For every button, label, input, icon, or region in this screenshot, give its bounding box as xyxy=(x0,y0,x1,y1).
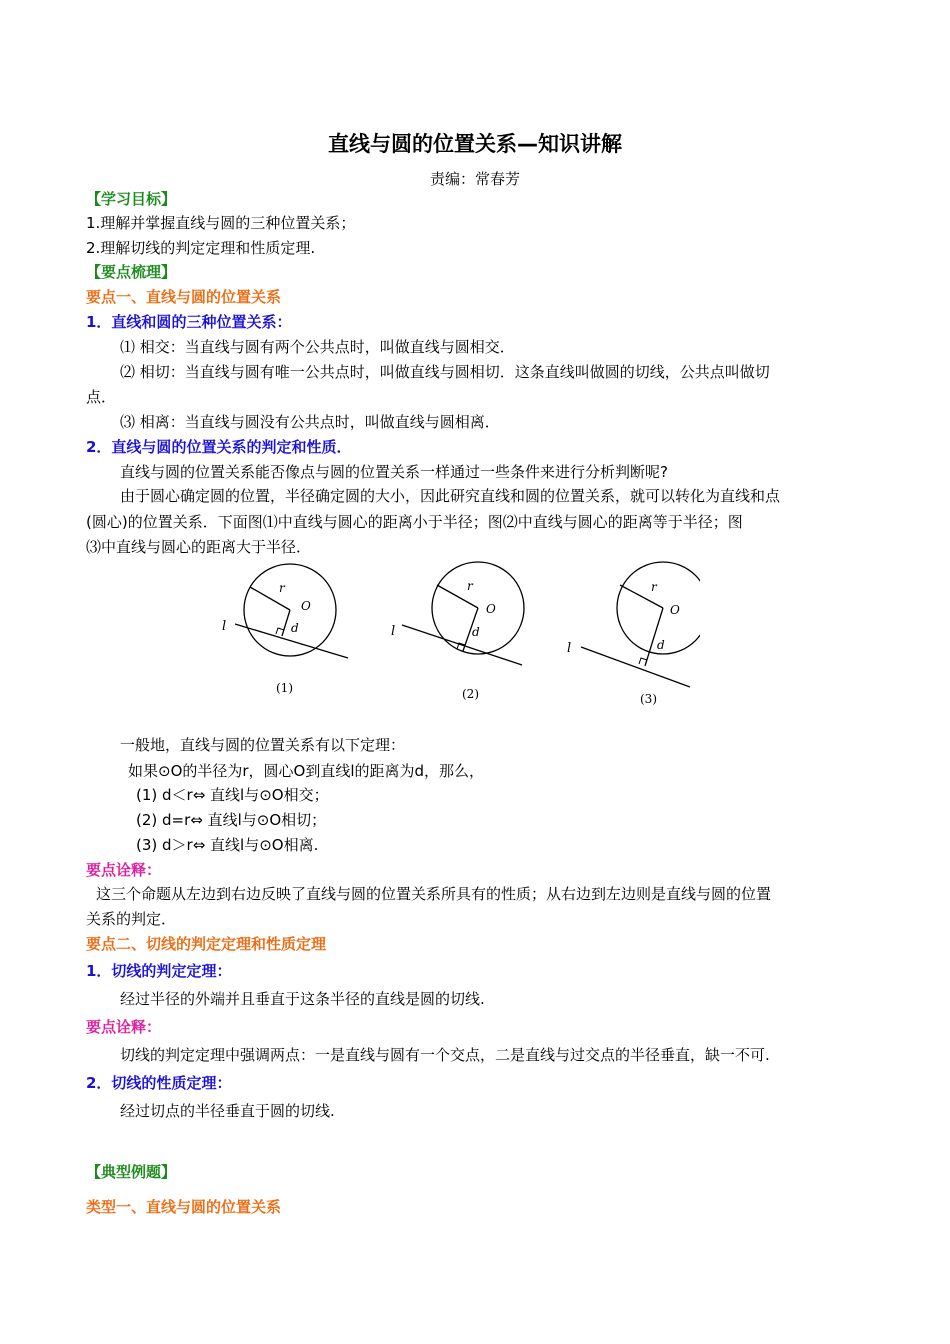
point2-heading: 要点二、切线的判定定理和性质定理 xyxy=(86,935,327,953)
label-r: r xyxy=(279,581,285,595)
theorem-item: (2) d=r⇔ 直线l与⊙O相切； xyxy=(136,811,327,829)
point2-sub1-heading: 1．切线的判定定理： xyxy=(86,962,232,980)
review-heading: 【要点梳理】 xyxy=(86,263,177,281)
point2-sub2-heading: 2．切线的性质定理： xyxy=(86,1074,232,1092)
theorem-item: (1) d＜r⇔ 直线l与⊙O相交； xyxy=(136,786,329,804)
page-title: 直线与圆的位置关系—知识讲解 xyxy=(328,132,622,156)
label-r: r xyxy=(467,579,473,593)
figure-2 xyxy=(391,562,524,701)
point2-note-text: 切线的判定定理中强调两点：一是直线与圆有一个交点，二是直线与过交点的半径垂直，缺一不可. xyxy=(120,1046,770,1064)
caption: (1) xyxy=(276,681,293,695)
label-d: d xyxy=(657,638,665,652)
figure-3 xyxy=(567,562,700,706)
theorem-intro: 一般地，直线与圆的位置关系有以下定理： xyxy=(120,736,406,754)
paragraph-line: (圆心)的位置关系．下面图⑴中直线与圆心的距离小于半径；图⑵中直线与圆心的距离等于半径；图 xyxy=(86,513,743,531)
point1-heading: 要点一、直线与圆的位置关系 xyxy=(86,288,282,306)
point2-sub1-text: 经过半径的外端并且垂直于这条半径的直线是圆的切线. xyxy=(120,990,485,1008)
relation-item: ⑴ 相交：当直线与圆有两个公共点时，叫做直线与圆相交． xyxy=(120,338,515,356)
relation-item-cont: 点． xyxy=(86,388,117,406)
caption: (3) xyxy=(640,692,657,706)
point1-sub1-heading: 1．直线和圆的三种位置关系： xyxy=(86,313,292,331)
type1-heading: 类型一、直线与圆的位置关系 xyxy=(86,1198,282,1216)
paragraph-line: 由于圆心确定圆的位置，半径确定圆的大小，因此研究直线和圆的位置关系，就可以转化为直线和点 xyxy=(120,487,781,505)
label-o: O xyxy=(670,603,680,617)
label-l: l xyxy=(391,624,396,639)
goals-heading: 【学习目标】 xyxy=(86,190,177,208)
editor-credit: 责编：常春芳 xyxy=(429,170,520,188)
goal-item: 2.理解切线的判定定理和性质定理. xyxy=(86,239,316,257)
label-r: r xyxy=(651,580,657,594)
theorem-item: (3) d＞r⇔ 直线l与⊙O相离. xyxy=(136,836,319,854)
point2-sub2-text: 经过切点的半径垂直于圆的切线. xyxy=(120,1102,335,1120)
goal-item: 1.理解并掌握直线与圆的三种位置关系； xyxy=(86,214,356,232)
circle-line-figures xyxy=(200,548,700,713)
label-o: O xyxy=(486,602,496,616)
relation-item: ⑶ 相离：当直线与圆没有公共点时，叫做直线与圆相离． xyxy=(120,413,500,431)
theorem-condition: 如果⊙O的半径为r，圆心O到直线l的距离为d，那么， xyxy=(128,762,485,780)
distance-d xyxy=(282,610,290,636)
note-line: 关系的判定． xyxy=(86,910,177,928)
distance-d xyxy=(645,608,663,666)
paragraph-line: 直线与圆的位置关系能否像点与圆的位置关系一样通过一些条件来进行分析判断呢? xyxy=(120,463,668,481)
label-o: O xyxy=(301,599,311,613)
label-d: d xyxy=(472,625,480,639)
label-d: d xyxy=(291,621,299,635)
label-l: l xyxy=(222,619,227,634)
note-heading: 要点诠释： xyxy=(86,1018,162,1036)
paragraph-line: ⑶中直线与圆心的距离大于半径． xyxy=(86,538,312,556)
figure-1 xyxy=(222,564,348,695)
note-line: 这三个命题从左边到右边反映了直线与圆的位置关系所具有的性质；从右边到左边则是直线与圆的位置 xyxy=(96,885,772,903)
examples-heading: 【典型例题】 xyxy=(86,1163,177,1181)
note-heading: 要点诠释： xyxy=(86,861,162,879)
caption: (2) xyxy=(462,687,479,701)
relation-item: ⑵ 相切：当直线与圆有唯一公共点时，叫做直线与圆相切．这条直线叫做圆的切线，公共点叫做切 xyxy=(120,363,770,381)
line-l xyxy=(402,625,522,665)
point1-sub2-heading: 2．直线与圆的位置关系的判定和性质． xyxy=(86,438,352,456)
label-l: l xyxy=(567,641,572,656)
